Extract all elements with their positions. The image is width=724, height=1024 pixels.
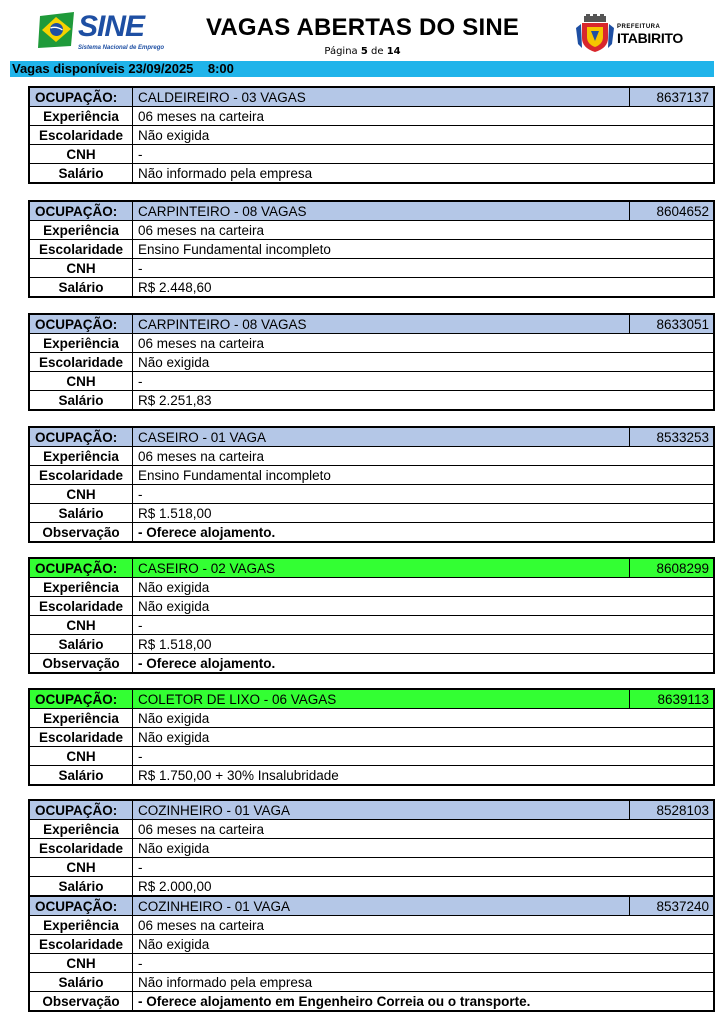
job-code: 8608299: [630, 558, 715, 578]
observation-label: Observação: [29, 523, 133, 543]
cnh-label: CNH: [29, 259, 133, 278]
salary-label: Salário: [29, 278, 133, 298]
salary-value: Não informado pela empresa: [133, 164, 715, 184]
salary-value: R$ 1.750,00 + 30% Insalubridade: [133, 766, 715, 786]
experience-value: 06 meses na carteira: [133, 447, 715, 466]
education-label: Escolaridade: [29, 126, 133, 145]
occupation-title: COZINHEIRO - 01 VAGA: [133, 800, 630, 820]
page-header: [0, 0, 724, 60]
city-crest-icon: [576, 14, 614, 54]
job-listing: [28, 313, 715, 411]
occupation-title: COLETOR DE LIXO - 06 VAGAS: [133, 689, 630, 709]
experience-label: Experiência: [29, 221, 133, 240]
job-listing: [28, 426, 715, 543]
cnh-label: CNH: [29, 954, 133, 973]
salary-value: R$ 1.518,00: [133, 504, 715, 523]
page-title: VAGAS ABERTAS DO SINE: [205, 14, 520, 41]
observation-value: - Oferece alojamento.: [133, 654, 715, 674]
salary-value: R$ 2.251,83: [133, 391, 715, 411]
education-label: Escolaridade: [29, 466, 133, 485]
experience-label: Experiência: [29, 447, 133, 466]
occupation-title: CARPINTEIRO - 08 VAGAS: [133, 314, 630, 334]
occupation-label: OCUPAÇÃO:: [29, 87, 133, 107]
brazil-flag-icon: [38, 12, 76, 48]
occupation-title: COZINHEIRO - 01 VAGA: [133, 896, 630, 916]
job-code: 8639113: [630, 689, 715, 709]
experience-label: Experiência: [29, 578, 133, 597]
occupation-label: OCUPAÇÃO:: [29, 201, 133, 221]
salary-label: Salário: [29, 391, 133, 411]
job-listing: [28, 688, 715, 786]
salary-label: Salário: [29, 635, 133, 654]
occupation-label: OCUPAÇÃO:: [29, 427, 133, 447]
job-listing: [28, 200, 715, 298]
experience-value: Não exigida: [133, 709, 715, 728]
cnh-label: CNH: [29, 145, 133, 164]
observation-label: Observação: [29, 992, 133, 1012]
occupation-label: OCUPAÇÃO:: [29, 689, 133, 709]
education-label: Escolaridade: [29, 839, 133, 858]
salary-value: R$ 2.000,00: [133, 877, 715, 897]
sine-logo-text: SINE: [78, 10, 145, 43]
prefeitura-label: PREFEITURA: [617, 24, 661, 30]
job-code: 8633051: [630, 314, 715, 334]
occupation-label: OCUPAÇÃO:: [29, 800, 133, 820]
occupation-title: CASEIRO - 02 VAGAS: [133, 558, 630, 578]
education-label: Escolaridade: [29, 240, 133, 259]
salary-label: Salário: [29, 766, 133, 786]
education-label: Escolaridade: [29, 597, 133, 616]
cnh-value: -: [133, 145, 715, 164]
salary-label: Salário: [29, 877, 133, 897]
salary-value: R$ 1.518,00: [133, 635, 715, 654]
occupation-label: OCUPAÇÃO:: [29, 558, 133, 578]
occupation-label: OCUPAÇÃO:: [29, 314, 133, 334]
job-code: 8604652: [630, 201, 715, 221]
cnh-value: -: [133, 485, 715, 504]
cnh-value: -: [133, 259, 715, 278]
experience-value: 06 meses na carteira: [133, 334, 715, 353]
cnh-value: -: [133, 858, 715, 877]
salary-label: Salário: [29, 973, 133, 992]
observation-value: - Oferece alojamento em Engenheiro Correia ou o transporte.: [133, 992, 715, 1012]
observation-label: Observação: [29, 654, 133, 674]
education-label: Escolaridade: [29, 935, 133, 954]
experience-label: Experiência: [29, 709, 133, 728]
education-value: Não exigida: [133, 126, 715, 145]
occupation-title: CALDEIREIRO - 03 VAGAS: [133, 87, 630, 107]
experience-value: Não exigida: [133, 578, 715, 597]
job-code: 8637137: [630, 87, 715, 107]
education-value: Ensino Fundamental incompleto: [133, 240, 715, 259]
experience-label: Experiência: [29, 334, 133, 353]
job-code: 8533253: [630, 427, 715, 447]
sine-logo: [38, 10, 165, 54]
education-value: Não exigida: [133, 935, 715, 954]
sine-logo-subtitle: Sistema Nacional de Emprego: [78, 45, 165, 51]
cnh-value: -: [133, 372, 715, 391]
cnh-value: -: [133, 747, 715, 766]
cnh-value: -: [133, 954, 715, 973]
occupation-label: OCUPAÇÃO:: [29, 896, 133, 916]
city-name: ITABIRITO: [617, 30, 684, 46]
salary-label: Salário: [29, 504, 133, 523]
job-listing: [28, 86, 715, 184]
education-value: Não exigida: [133, 597, 715, 616]
experience-label: Experiência: [29, 107, 133, 126]
cnh-label: CNH: [29, 372, 133, 391]
experience-value: 06 meses na carteira: [133, 820, 715, 839]
cnh-label: CNH: [29, 747, 133, 766]
education-label: Escolaridade: [29, 728, 133, 747]
education-value: Ensino Fundamental incompleto: [133, 466, 715, 485]
salary-value: Não informado pela empresa: [133, 973, 715, 992]
education-value: Não exigida: [133, 839, 715, 858]
job-listing: [28, 557, 715, 674]
observation-value: - Oferece alojamento.: [133, 523, 715, 543]
salary-label: Salário: [29, 164, 133, 184]
experience-value: 06 meses na carteira: [133, 916, 715, 935]
job-code: 8528103: [630, 800, 715, 820]
occupation-title: CARPINTEIRO - 08 VAGAS: [133, 201, 630, 221]
education-value: Não exigida: [133, 728, 715, 747]
job-listing: [28, 799, 715, 1012]
education-label: Escolaridade: [29, 353, 133, 372]
availability-bar: Vagas disponíveis 23/09/2025 8:00: [10, 61, 714, 77]
cnh-label: CNH: [29, 485, 133, 504]
page-number: Página 5 de 14: [324, 46, 401, 57]
experience-label: Experiência: [29, 916, 133, 935]
salary-value: R$ 2.448,60: [133, 278, 715, 298]
cnh-label: CNH: [29, 616, 133, 635]
occupation-title: CASEIRO - 01 VAGA: [133, 427, 630, 447]
job-code: 8537240: [630, 896, 715, 916]
experience-value: 06 meses na carteira: [133, 221, 715, 240]
experience-label: Experiência: [29, 820, 133, 839]
education-value: Não exigida: [133, 353, 715, 372]
cnh-value: -: [133, 616, 715, 635]
cnh-label: CNH: [29, 858, 133, 877]
experience-value: 06 meses na carteira: [133, 107, 715, 126]
